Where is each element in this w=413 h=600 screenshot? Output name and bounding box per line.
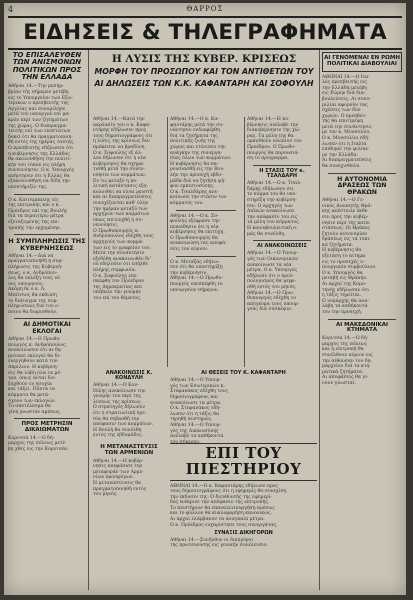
text-line: λός πρεσβευτής εις bbox=[322, 80, 367, 86]
text-line: διά τα ζητήματα της bbox=[170, 133, 218, 139]
text-line: με την Ελλάδα. bbox=[322, 152, 358, 158]
text-line: κης απέστειλε έκθε- bbox=[322, 209, 369, 215]
text-line: σχέσεις των δύο bbox=[322, 108, 361, 114]
article-body bbox=[322, 336, 402, 386]
article-body bbox=[170, 378, 317, 445]
article-body bbox=[170, 538, 317, 549]
text-line: και η επιτροπή θα bbox=[322, 347, 364, 353]
text-line: εις το προσεχές υ- bbox=[322, 259, 365, 265]
subheading: Η ΑΥΤΟΝΟΜΙΑ ΔΡΑΣΕΩΣ ΤΩΝ ΘΡΑΚΩΝ bbox=[337, 175, 387, 196]
text-line: ανεκοίνωσεν ότι αι δη- bbox=[8, 348, 63, 354]
text-line: Ακόμη δε ο κ. Λ. bbox=[8, 287, 46, 293]
text-line: της Δημοκρατίας και bbox=[93, 284, 143, 290]
article-body bbox=[8, 84, 86, 190]
text-line: θυπουργός εδέχθη το bbox=[247, 296, 296, 302]
text-line: θα συνεχισθούν. bbox=[322, 164, 361, 170]
text-line: και αι διαπραγματεύσεις bbox=[93, 195, 152, 201]
text-line: Ο πρεσβευτής εδήλωσεν ότι bbox=[8, 145, 74, 151]
text-line: ποίου θα διορισθούν. bbox=[8, 309, 58, 315]
divider bbox=[328, 319, 396, 320]
text-line: Αι διαπραγματεύσεις bbox=[322, 158, 372, 164]
text-line: Η κυβέρνησις θα bbox=[322, 248, 362, 254]
text-line: Αθήναι 14.—Διά να bbox=[8, 253, 54, 259]
text-line: τηρηθή αυστηρώς. bbox=[170, 417, 213, 423]
text-line: λιτική κατάστασις εξα- bbox=[93, 184, 149, 190]
text-line: Ο κ. Πρόεδρος ευχαρίστησε τους συνεργάτας. bbox=[170, 522, 278, 528]
text-line: Αθήναι 14.—Ο κ. Κα- bbox=[170, 117, 219, 122]
subheading: ΑΙ ΘΕΣΕΙΣ ΤΟΥ Κ. ΚΑΦΑΝΤΑΡΗ bbox=[201, 370, 286, 376]
text-line: εξετάση το αίτημα bbox=[322, 254, 366, 260]
text-line: λάβη τα καθήκοντά bbox=[322, 304, 368, 310]
text-line: τρα, όπως αύται διε- bbox=[8, 376, 57, 382]
text-line: βρίαν τής σήμερον μετέβη bbox=[8, 89, 69, 95]
text-line: πολογισμός θα ψηφι- bbox=[247, 279, 297, 285]
text-line: Αθήναι 14.—Η κυ- bbox=[247, 117, 290, 122]
subheading: ΣΥΝΑΞΙΣ ΔΙΚΗΓΟΡΩΝ bbox=[214, 530, 273, 537]
text-line: μέτρα. Ο κ. Υπουργός bbox=[247, 268, 298, 274]
text-line: ανακοινώση τας αποφά- bbox=[170, 241, 227, 247]
text-line: Ο Πρωθυπουργός θα bbox=[170, 235, 218, 241]
text-line: ΑΘΗΝΑΙ 14.—Ο κ. Καφαντάρης εδήλωσε προς bbox=[170, 483, 278, 489]
article-body bbox=[247, 251, 317, 313]
text-line: πρόκειται να βραδύνη. bbox=[93, 144, 146, 150]
text-line: λος θα εκλέξη τους νέ- bbox=[8, 276, 62, 282]
text-line: αρχηγούς των κομμά- bbox=[93, 240, 144, 246]
text-line: κρόν περί των ζητημάτων bbox=[8, 117, 69, 123]
text-line: πλήρωσις της Κυβερνή- bbox=[8, 265, 63, 271]
text-line: πλήρης συμφωνία. bbox=[93, 268, 137, 274]
text-line: και τάξει. Πάντα τα bbox=[8, 387, 56, 393]
text-line: κοίνωσε την στάσιν του bbox=[170, 195, 227, 201]
text-line: νησις απεφάσισε την bbox=[93, 464, 143, 470]
text-line: εις Ρώμην διά δια- bbox=[322, 91, 366, 97]
boxed-headline: ΑΙ ΓΕΝΟΜΕΝΑΙ ΕΝ ΡΩΜΗ ΠΟΛΙΤΙΚΑΙ ΔΙΑΒΟΥΛΙΑΙ bbox=[322, 52, 402, 72]
text-line: την έκδοσίν της. Ο διευθυντής της εφημερί- bbox=[170, 494, 273, 500]
article-body bbox=[8, 436, 86, 453]
text-line: γούς διά σύσκεψιν. bbox=[247, 307, 293, 313]
text-line: πολιτικής ζωής της bbox=[170, 139, 216, 145]
text-line: Ο στρατηγός δήλωσεν bbox=[93, 405, 146, 411]
text-line: σεως, ο κ. Ανδρόπου- bbox=[8, 270, 58, 276]
text-line: νικός Διοικητής Θρά- bbox=[322, 203, 373, 209]
text-line: σεν ότι θα υποστηρίξη bbox=[170, 265, 223, 271]
text-line: την απόφασίν του εις bbox=[247, 214, 298, 220]
text-line: ανέλαβε τα καθήκοντά bbox=[170, 434, 224, 440]
text-line: Ο κ. Σοφούλης εξ άλ- bbox=[93, 150, 143, 156]
text-line: δος ενέκρινε την απόφασιν της επιτροπής. bbox=[170, 500, 270, 506]
text-line: Ο κ. Μουσολίνι εδή- bbox=[322, 136, 370, 142]
text-line: Η κυβέρνησις θα πα- bbox=[170, 161, 219, 167]
text-line: και το φύλλον θα κυκλοφορήση κανονικώς. bbox=[170, 511, 272, 517]
subheading: ΑΙ ΔΗΜΟΤΙΚΑΙ ΕΚΛΟΓΑΙ bbox=[23, 321, 71, 335]
text-line: νεννόησις. bbox=[93, 223, 119, 229]
text-line: το κόμμα του θα υπο- bbox=[247, 192, 297, 198]
text-line: μιλίαι αφορούν τας bbox=[322, 102, 368, 108]
text-line: Αι αποφάσεις θα γί- bbox=[322, 375, 369, 381]
text-line: Αθήναι 14.—Ο Γε- bbox=[322, 198, 365, 204]
text-line: τους δημοσιογράφους ότι η εφημερίς θα συνεχίση bbox=[170, 489, 287, 495]
subheading: Η ΣΥΜΠΛΗΡΩΣΙΣ ΤΗΣ ΚΥΒΕΡΝΗΣΕΩΣ bbox=[8, 237, 86, 253]
divider bbox=[176, 210, 236, 211]
text-line: ανεκοίνωσε τα μέτρα. bbox=[170, 400, 222, 406]
text-line: σχουν των εκλογών. bbox=[8, 398, 56, 404]
text-line: γός των Οικονομικών bbox=[247, 257, 299, 263]
text-line: σία θα σεβασθή την bbox=[93, 416, 140, 422]
text-line: αρχηγών των κομμάτων bbox=[93, 212, 150, 218]
column-center-b bbox=[170, 117, 242, 367]
column-rule bbox=[167, 117, 168, 367]
text-line: ξαχθούν εν ησυχία bbox=[8, 381, 52, 387]
subheading: ΑΙ ΜΑΚΕΔΟΝΙΚΑΙ ΚΤΗΜΑΤΑ bbox=[335, 321, 389, 334]
text-line: εξεδόθη ανακοινωθέν δι' bbox=[93, 256, 152, 262]
text-line: βη χθες εις την Κορυτσάν bbox=[8, 447, 68, 452]
subheading: ΑΝΑΚΟΙΝΩΣΙΣ Κ. ΚΟΝΔΥΛΗ bbox=[105, 370, 153, 382]
text-line: Μπίτσιος θα εκδώση bbox=[8, 293, 57, 298]
text-line: λωσεν ότι η τάξις θα bbox=[170, 411, 220, 417]
text-line: Ο κ. Υπουργός θα bbox=[322, 270, 363, 276]
text-line: γίνη γνωστόν αμέσως. bbox=[8, 409, 61, 415]
section-banner: ΕΙΔΗΣΕΙΣ & ΤΗΛΕΓΡΑΦΗΜΑΤΑ bbox=[8, 16, 402, 50]
text-line: διακυβέρνησιν της χώ- bbox=[247, 128, 301, 134]
page-header bbox=[4, 3, 406, 17]
article-kafantaris bbox=[170, 370, 317, 445]
text-line: βέρνησις ανέλαβε την bbox=[247, 122, 299, 128]
text-line: πουργός κ. Ανδρόπουλος bbox=[8, 342, 66, 348]
column-center-a bbox=[93, 117, 165, 367]
text-line: εδήλωσε ότι ο προϋ- bbox=[247, 273, 295, 279]
text-line: Ο κ. Κατσιμπαλης είς bbox=[8, 197, 59, 203]
text-line: Αθήναι 14.—Ο Κον- bbox=[93, 383, 139, 388]
article-armenians bbox=[93, 444, 165, 498]
lead-headline: Η ΛΥΣΙΣ ΤΗΣ ΚΥΒΕΡ. ΚΡΙΣΕΩΣ bbox=[111, 53, 297, 65]
headline: ΤΟ ΕΠΙΣΑΛΕΥΘΕΝ ΤΩΝ ΑΝΙΣΜΟΝΩΝ ΠΟΛΙΤΙΚΩΝ ΠΡΟΣ ΤΗΝ ΕΛΛΑΔΑ bbox=[12, 51, 82, 82]
subheading: ΑΙ ΑΝΑΚΟΙΝΩΣΕΙΣ bbox=[257, 243, 307, 250]
text-line: χωρών. Ο πρεσβευ- bbox=[322, 113, 367, 119]
text-line: ανάγκην της συνεργα- bbox=[170, 150, 223, 156]
text-line: σθή εντός του μηνός. bbox=[247, 285, 297, 290]
text-line: ορκισθούν ενώπιον του bbox=[247, 139, 302, 145]
text-line: μαρχος της πόλεως bbox=[322, 341, 368, 347]
text-line: υποστήριξίν της. bbox=[8, 185, 48, 191]
text-line: Αθήναι 14.—Ο κ. Σο- bbox=[170, 213, 219, 219]
divider bbox=[14, 318, 80, 319]
article-body bbox=[247, 117, 317, 162]
divider bbox=[176, 256, 236, 257]
text-line: νάντησιν ενδιαφέρθη bbox=[170, 128, 220, 134]
article-body bbox=[322, 198, 402, 315]
text-line: δάρης εδήλωσεν ότι bbox=[247, 186, 294, 192]
text-line: ντάρης εδήλωσεν προς bbox=[93, 128, 147, 134]
text-line: κολουθεί να είναι ρευστή bbox=[93, 189, 153, 195]
text-line: Ο κ. Στεφανάκος εδή- bbox=[170, 406, 221, 412]
text-line: λου δήλωσεν ότι η νέα bbox=[93, 156, 146, 162]
text-line: Αθήναι 14.—Ο Πρωθυ- bbox=[170, 276, 223, 282]
press-headline: ΕΠΙ ΤΟΥ ΠΙΕΣΤΗΡΙΟΥ bbox=[170, 443, 317, 481]
text-line: ζητούν αυτονομίαν bbox=[322, 231, 368, 237]
lead-story-header bbox=[91, 50, 317, 116]
text-line: Ο κ. Τσαλδάρης ανε- bbox=[170, 189, 219, 195]
column-center-c bbox=[247, 117, 317, 367]
article-body bbox=[322, 75, 402, 170]
text-line: Το πιεστήριον θα επαναλειτουργήση αμέσως bbox=[170, 505, 275, 511]
text-line: νίων προσφύγων. bbox=[93, 475, 134, 481]
text-line: ΑΘΗΝΑΙ 14.—Ο Ιτα- bbox=[322, 74, 370, 80]
text-line: Αθήναι 14.—Ο κ. Τσαλ- bbox=[247, 181, 302, 187]
text-line: σιν προς την κυβέρ- bbox=[322, 214, 369, 220]
text-line: υπέβαλε την γνώμην bbox=[93, 290, 142, 296]
text-line: της χώρας. Ο διαπραγμα- bbox=[8, 123, 68, 129]
text-line: εις το Υπουργείον των Εξω- bbox=[8, 95, 73, 101]
text-line: Λαϊκών ανακοίνωσε bbox=[247, 209, 295, 215]
text-line: δοκεί ότι θα πραγματοποιη- bbox=[8, 134, 73, 140]
text-line: μοτικαί εκλογαί θα δι- bbox=[8, 353, 61, 359]
divider bbox=[14, 234, 80, 235]
text-line: Απρίλιον. Η κυβέρνη- bbox=[8, 364, 58, 370]
text-line: τους δημοσιογράφους ότι bbox=[93, 133, 153, 139]
text-line: σιν. Ο αρχηγός των bbox=[247, 203, 293, 209]
text-line: γός της Δικαιοσύνης bbox=[170, 428, 219, 434]
page-number: 4 bbox=[8, 5, 14, 14]
text-line: Αθήναι 14.—Η κυβέρ- bbox=[93, 458, 144, 464]
text-line: Μετά την συνάντησιν bbox=[93, 251, 145, 257]
text-line: πεποίθησιν ότι η νέα bbox=[170, 224, 219, 230]
text-line: χώρας και ετόνισεν την bbox=[170, 144, 226, 150]
text-line: λύσεως της κρίσεως. bbox=[93, 399, 142, 405]
text-line: σεις του αύριον. bbox=[170, 247, 209, 253]
article-body bbox=[170, 260, 242, 294]
text-line: η τάξις τηρείται. bbox=[322, 293, 362, 299]
text-line: υπουργείον σήμερον. bbox=[170, 287, 219, 293]
text-line: Προέδρου. Ο Πρωθυ- bbox=[247, 144, 296, 150]
text-line: λήν την προσεχή εβδο- bbox=[170, 172, 223, 178]
text-line: σίας όλων των κομμάτων. bbox=[170, 156, 232, 162]
text-line: του την προσεχή. bbox=[322, 310, 363, 315]
text-line: διά τα περαιτέρω μέτρα bbox=[8, 214, 64, 220]
text-line: την ημέραν μεταξύ των bbox=[93, 206, 148, 212]
text-line: η κυβέρνησις της Ελλάδος bbox=[8, 151, 70, 157]
text-line: Κορυτσά 14.—Ο δή- bbox=[8, 435, 55, 441]
text-line: πραγματοποιηθή εντός bbox=[93, 486, 147, 492]
text-line: σις θα λάβη όλα τα μέ- bbox=[8, 370, 62, 376]
article-body bbox=[8, 254, 86, 316]
text-line: σκέφθη τον Πρόεδρον bbox=[93, 279, 145, 285]
text-line: πληρώσεως διά του ο- bbox=[8, 304, 60, 310]
text-line: απόφασιν των κομμάτων. bbox=[93, 422, 154, 428]
text-line: δημοσιογράφους και bbox=[170, 395, 219, 401]
article-body bbox=[8, 337, 86, 415]
text-line: πουργικόν συμβούλιον. bbox=[322, 265, 377, 271]
text-line: θή εντός της ημέρας ταύτης. bbox=[8, 140, 75, 146]
text-line: τής θα επιστρέψη bbox=[322, 119, 363, 125]
newspaper-page bbox=[4, 3, 406, 595]
text-line: της πρωτευούσης εις γενικήν συνέλευσιν. bbox=[170, 543, 269, 549]
text-line: ανεκοίνωσε τα νέα bbox=[247, 262, 292, 268]
text-line: εντός της εβδομάδος. bbox=[93, 433, 144, 439]
lead-deck: ΑΙ ΔΗΛΩΣΕΙΣ ΤΩΝ Κ.Κ. ΚΑΦΑΝΤΑΡΗ ΚΑΙ ΣΟΦΟΥΛΗ bbox=[94, 79, 314, 89]
text-line: τευτής επί των ενεστώτων bbox=[8, 129, 71, 135]
text-line: όπως επιτευχθή η συ- bbox=[93, 217, 143, 223]
subheading: Η ΣΤΑΣΙΣ ΤΟΥ κ. ΤΣΑΛΔΑΡΗ bbox=[259, 167, 305, 179]
column-rule bbox=[244, 117, 245, 367]
text-line: Αθήναι 14.—Την μεσημ- bbox=[8, 84, 64, 90]
column-rule bbox=[88, 50, 89, 590]
text-line: κυβέρνησις θα επιτύχη. bbox=[170, 230, 225, 236]
text-line: Στεφανάκος εδέχθη τους bbox=[170, 389, 229, 395]
text-line: πραγματοποιηθή η συμ- bbox=[8, 259, 63, 265]
text-line: η λύσις της κρίσεως δεν bbox=[93, 139, 150, 145]
text-line: γός των Εσωτερικών κ. bbox=[170, 383, 225, 389]
text-line: απήντησεν ότι η Ελλάς θα bbox=[8, 173, 70, 179]
column-right bbox=[322, 50, 402, 592]
text-line: ακρόασίν του ο κ. Καφα- bbox=[93, 122, 151, 128]
text-line: μεταφοράν των Αρμε- bbox=[93, 469, 144, 475]
text-line: κόμματός του. bbox=[170, 200, 204, 206]
text-line: ρας. Τα μέλη της θα bbox=[247, 133, 294, 139]
article-body bbox=[93, 459, 165, 498]
text-line: μεταβή εις Θράκην. bbox=[322, 276, 368, 282]
text-line: μετά του υπουργού επί μα- bbox=[8, 112, 71, 118]
text-line: Πρόεδρος επί της Βουλής bbox=[8, 208, 68, 214]
divider bbox=[14, 418, 80, 419]
article-body bbox=[170, 214, 242, 253]
text-line: συνέλθουν αύριον εις bbox=[322, 352, 373, 358]
text-line: ού εδηλούτο ότι επήλθε bbox=[93, 262, 148, 268]
text-line: κόμματα θα μετά- bbox=[8, 392, 50, 398]
text-line: εξακολουθήση να δίδη την bbox=[8, 179, 70, 185]
divider bbox=[14, 194, 80, 195]
text-line: Ο νομάρχης θα ανα- bbox=[322, 298, 370, 304]
text-line: της επιτροπής και ο κ. bbox=[8, 203, 61, 209]
text-line: ρουσιασθή εις την Βου- bbox=[170, 167, 225, 173]
text-line: τροπής την ερχομένην. bbox=[8, 225, 62, 231]
text-line: Ο Πρωθυπουργός κ. bbox=[93, 228, 140, 234]
article-press bbox=[170, 443, 317, 549]
text-line: των εις το γραφείον του. bbox=[93, 245, 152, 251]
lead-subheadline: ΜΟΡΦΗ ΤΟΥ ΠΡΟΣΩΠΟΥ ΚΑΙ ΤΟΝ ΑΝΤΙΘΕΤΩΝ ΤΟΥ bbox=[94, 67, 314, 77]
text-line: φαντάρης μετά την συ- bbox=[170, 122, 224, 128]
text-line: κυβέρνησις θα σχημα- bbox=[93, 161, 145, 167]
text-line: μάς θα συνέλθη. bbox=[247, 231, 286, 237]
text-line: Αγγλίας και συνομίλησε bbox=[8, 106, 66, 112]
text-line: ματικά ζητήματα. bbox=[322, 369, 364, 375]
text-line: εξεταζομένης της επι- bbox=[8, 220, 60, 226]
text-line: φούλης εξέφρασε την bbox=[170, 219, 220, 225]
text-line: το διάταγμα της συμ- bbox=[8, 298, 59, 304]
text-line: φον εμπιστοσύνης. bbox=[170, 184, 215, 190]
text-line: με τον κ. Μουσολίνι. bbox=[322, 130, 372, 136]
text-line: μάδα διά να ζητήση ψή- bbox=[170, 178, 226, 184]
text-line: γνώμην του περί της bbox=[93, 394, 142, 400]
text-line: συνεχίζονται καθ' όλην bbox=[93, 200, 149, 206]
divider bbox=[328, 173, 396, 174]
text-line: πουργός θα παρουσιά- bbox=[247, 150, 300, 156]
article-body bbox=[170, 117, 242, 207]
text-line: ότι η στρατιωτική ηγε- bbox=[93, 410, 147, 416]
article-body bbox=[93, 117, 165, 302]
article-body bbox=[8, 198, 86, 232]
text-line: βουλεύσεις. Αι συνο- bbox=[322, 96, 371, 102]
text-line: Αθήναι 14.—Ο Πρωθυ- bbox=[8, 336, 61, 342]
text-line: τα μέλη του κόμματος. bbox=[247, 220, 301, 226]
column-left bbox=[8, 50, 86, 592]
text-line: πουργός επεσκέφθη το bbox=[170, 282, 223, 288]
text-line: του μηνός. bbox=[93, 492, 118, 498]
text-line: Αθήναι 14.—Ο Πρω- bbox=[247, 290, 295, 296]
text-line: λωσεν ότι η Ιταλία bbox=[322, 141, 367, 147]
text-line: συνεννόησιν. Ο κ. Υπουργός bbox=[8, 168, 75, 174]
text-line: Εν τω μεταξύ η πο- bbox=[93, 178, 138, 184]
text-line: επιθυμεί την φιλίαν bbox=[322, 147, 369, 153]
column-rule bbox=[319, 50, 320, 590]
subheading: ΠΡΟΣ ΜΕΤΡΗΣΙΝ ΔΙΚΑΙΩΜΑΤΩΝ bbox=[21, 421, 73, 434]
text-line: Η κοινοβουλευτική ο- bbox=[247, 226, 298, 231]
text-line: στηρίξη την κυβέρνη- bbox=[247, 198, 297, 204]
masthead: ΘΑΡΡΟΣ bbox=[186, 5, 224, 13]
text-line: Αι αρχαί ελάμβανον τα αναγκαία μέτρα. bbox=[170, 517, 265, 523]
text-line: απόγευμα τους υπουρ- bbox=[247, 301, 300, 307]
text-line: Κορυτσά 14.—Ο δή- bbox=[322, 336, 369, 342]
text-line: την κυβέρνησιν. bbox=[170, 270, 208, 276]
text-line: δύλης ανεκοίνωσε την bbox=[93, 388, 146, 394]
text-line: Αθήναι 14.—Ο Υπουρ- bbox=[247, 251, 298, 257]
text-line: μετά την συνάντησιν bbox=[322, 124, 372, 130]
text-line: την αίθουσαν του δη- bbox=[322, 358, 372, 364]
text-line: μαρχείου διά τα κτη- bbox=[322, 364, 371, 370]
subheading: Η ΜΕΤΑΝΑΣΤΕΥΣΙΣ ΤΩΝ ΑΡΜΕΝΙΩΝ bbox=[100, 444, 158, 456]
text-line: μαρχος της πόλεως μετέ- bbox=[8, 441, 67, 447]
text-line: στάσεως. Οι Θράκες bbox=[322, 226, 370, 232]
text-line: Ο κ. Σοφούλης επε- bbox=[93, 273, 138, 279]
text-line: Ο κ. Μεταξάς εδήλω- bbox=[170, 259, 220, 265]
article-body bbox=[247, 181, 317, 237]
divider bbox=[253, 240, 311, 241]
text-line: την Ελλάδα μετέβη bbox=[322, 85, 367, 91]
text-line: νουν γνωσταί. bbox=[322, 380, 356, 386]
text-line: Αθήναι 14.—Κατά την bbox=[93, 117, 145, 122]
text-line: ους υπουργούς. bbox=[8, 281, 44, 287]
text-line: Ανδρόπουλος εδέχθη τους bbox=[93, 234, 154, 240]
text-line: Αι αρχαί της Κομο- bbox=[322, 282, 367, 288]
article-body bbox=[170, 484, 317, 529]
text-line: του επί του θέματος. bbox=[93, 296, 142, 301]
text-line: ση το πρόγραμμα. bbox=[247, 156, 289, 162]
text-line: τηνής εδήλωσαν ότι bbox=[322, 287, 370, 293]
text-line: ενεργηθούν κατά τον bbox=[8, 359, 58, 365]
text-line: Αθήναι 14.—Συνήλθον οι δικηγόροι bbox=[170, 537, 254, 543]
article-kondylis bbox=[93, 383, 165, 441]
text-line: του σήμερον. bbox=[170, 439, 201, 445]
text-line: κήν του τόπου εις πλήρη bbox=[8, 162, 66, 168]
text-line: Το αποτέλεσμα θα bbox=[8, 404, 51, 410]
text-line: νησιν περί της κατα- bbox=[322, 220, 371, 226]
text-line: Αθήναι 14.—Ο Υπουρ- bbox=[170, 378, 221, 384]
text-line: νόησιν των κομμάτων. bbox=[93, 172, 147, 178]
text-line: τερικών ο πρεσβευτής της bbox=[8, 101, 69, 107]
text-line: Η μετανάστευσις θα bbox=[93, 480, 142, 486]
text-line: θα ακολουθήση την πολιτι- bbox=[8, 157, 72, 163]
text-line: Αθήναι 14.—Ο Υπουρ- bbox=[170, 423, 221, 428]
text-line: Η Βουλή θα συνέλθη bbox=[93, 427, 142, 433]
text-line: δράσεως εις τα τοπι- bbox=[322, 237, 371, 243]
divider bbox=[253, 165, 311, 166]
text-line: τισθή μετά την συνεν- bbox=[93, 167, 145, 173]
text-line: κά ζητήματα. bbox=[322, 242, 354, 248]
article-body bbox=[93, 383, 165, 439]
